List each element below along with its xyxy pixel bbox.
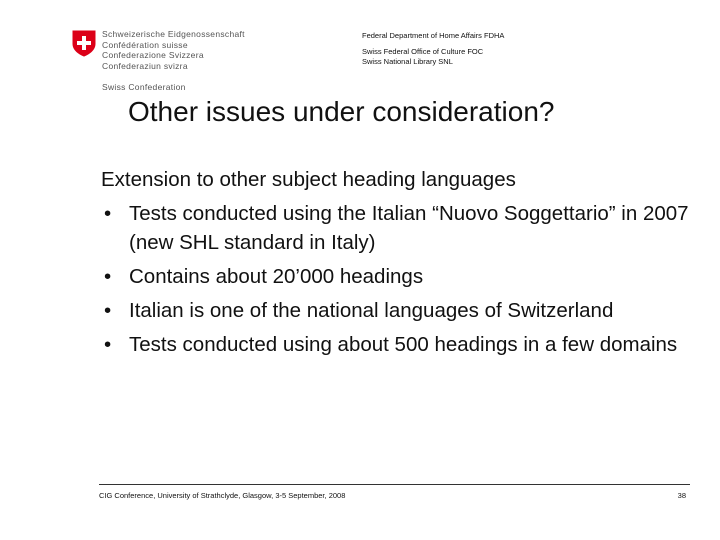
footer-divider: [99, 484, 690, 485]
confederation-names: [102, 29, 245, 71]
bullet-item: • Italian is one of the national languages of Switzerland: [101, 296, 701, 325]
page-number: 38: [677, 491, 686, 500]
lead-line: Extension to other subject heading languages: [101, 168, 516, 191]
confederation-name-italian: Confederazione Svizzera: [102, 50, 204, 60]
confederation-name-english: Swiss Confederation: [102, 82, 186, 92]
bullet-item: • Tests conducted using the Italian “Nuovo Soggettario” in 2007 (new SHL standard in Italy): [101, 199, 701, 257]
bullet-item: • Tests conducted using about 500 headings in a few domains: [101, 330, 701, 359]
swiss-flag-shield-icon: [72, 30, 96, 57]
library-name: Swiss National Library SNL: [362, 57, 453, 66]
footer-text: CIG Conference, University of Strathclyde, Glasgow, 3-5 September, 2008: [99, 491, 346, 500]
confederation-name-romansh: Confederaziun svizra: [102, 60, 188, 71]
office-name: Swiss Federal Office of Culture FOC: [362, 47, 484, 56]
department-name: Federal Department of Home Affairs FDHA: [362, 31, 505, 40]
confederation-name-german: Schweizerische Eidgenossenschaft: [102, 29, 245, 39]
department-block: [362, 31, 504, 67]
bullet-item: • Contains about 20’000 headings: [101, 262, 701, 291]
bullet-list: [101, 199, 701, 359]
confederation-name-french: Confédération suisse: [102, 39, 188, 50]
slide-title: Other issues under consideration?: [128, 96, 555, 127]
slide-body: [101, 165, 701, 359]
